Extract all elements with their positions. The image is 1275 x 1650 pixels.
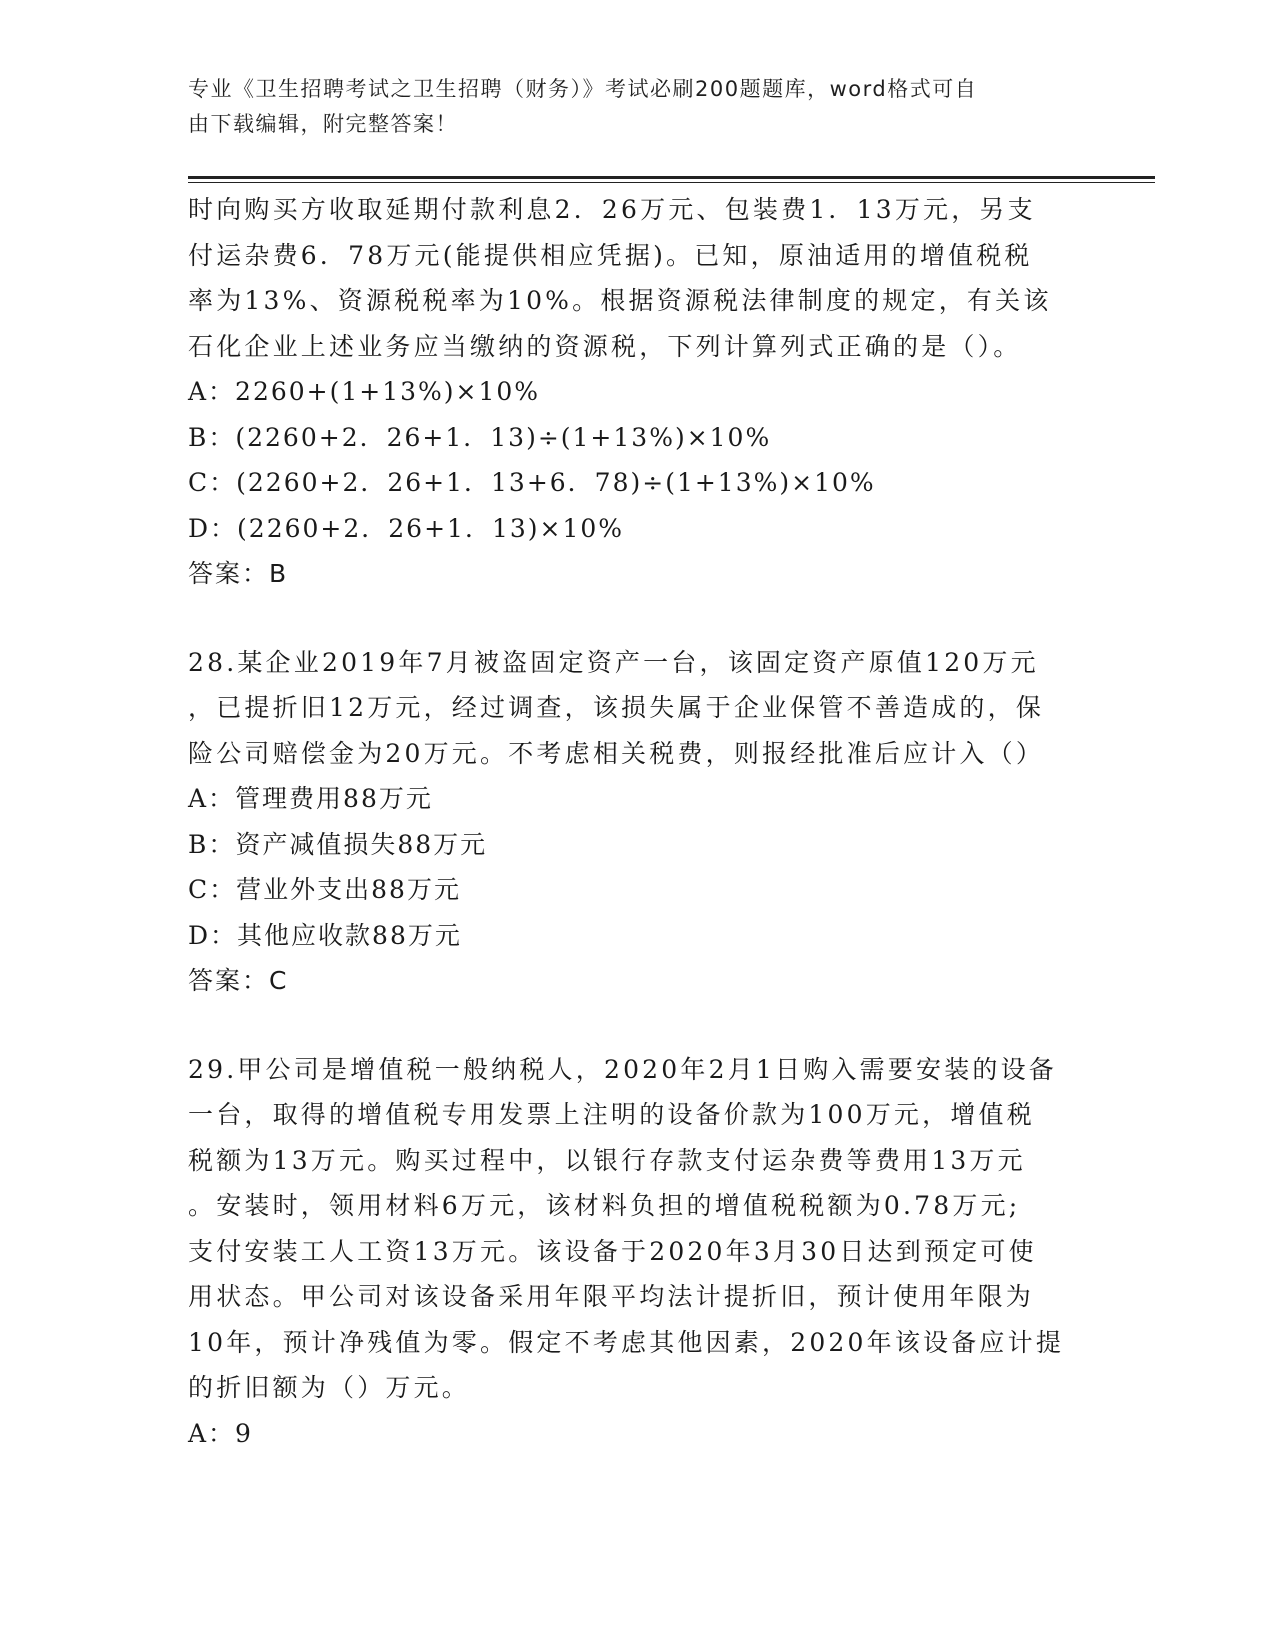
question-28-stem-line: 险公司赔偿金为20万元。不考虑相关税费，则报经批准后应计入（） [188, 738, 1045, 768]
question-29-stem-line: 的折旧额为（）万元。 [188, 1373, 471, 1402]
question-29-stem-line: 支付安装工人工资13万元。该设备于2020年3月30日达到预定可使 [188, 1236, 1037, 1266]
header-title-line-1: 专业《卫生招聘考试之卫生招聘（财务）》考试必刷200题题库，word格式可自 [188, 77, 978, 101]
question-27-stem-line: 率为13%、资源税税率为10%。根据资源税法律制度的规定，有关该 [188, 286, 1052, 315]
header-rule-thin [188, 182, 1155, 183]
question-29 [188, 1047, 1088, 1457]
header-rule-thick [188, 176, 1155, 179]
question-27-option-a: A：2260+(1+13%)×10% [188, 377, 541, 406]
question-28-stem-line: 28.某企业2019年7月被盗固定资产一台，该固定资产原值120万元 [188, 647, 1039, 677]
question-28-stem-line: ，已提折旧12万元，经过调查，该损失属于企业保管不善造成的，保 [188, 693, 1045, 722]
question-28 [188, 640, 1088, 1004]
question-28-option-c: C：营业外支出88万元 [188, 875, 461, 904]
question-27 [188, 187, 1088, 597]
question-29-stem-line: 29.甲公司是增值税一般纳税人，2020年2月1日购入需要安装的设备 [188, 1054, 1057, 1084]
question-29-option-a: A：9 [188, 1418, 253, 1448]
question-27-stem-line: 时向购买方收取延期付款利息2．26万元、包装费1．13万元，另支 [188, 195, 1036, 224]
question-27-option-b: B：(2260+2．26+1．13)÷(1+13%)×10% [188, 422, 772, 452]
question-29-stem-line: 一台，取得的增值税专用发票上注明的设备价款为100万元，增值税 [188, 1100, 1035, 1129]
question-29-stem-line: 。安装时，领用材料6万元，该材料负担的增值税税额为0.78万元; [188, 1191, 1021, 1220]
document-body [188, 187, 1088, 1456]
question-27-option-d: D：(2260+2．26+1．13)×10% [188, 513, 625, 543]
question-27-stem-line: 付运杂费6．78万元(能提供相应凭据)。已知，原油适用的增值税税 [188, 240, 1033, 270]
header-title-line-2: 由下载编辑，附完整答案！ [188, 112, 458, 136]
spacer [188, 597, 1088, 640]
question-28-option-b: B：资产减值损失88万元 [188, 829, 488, 859]
spacer [188, 1004, 1088, 1047]
question-29-stem-line: 税额为13万元。购买过程中，以银行存款支付运杂费等费用13万元 [188, 1145, 1026, 1175]
question-27-answer: 答案：B [188, 559, 289, 588]
question-28-answer: 答案：C [188, 966, 289, 995]
document-header [188, 72, 1068, 142]
question-27-stem-line: 石化企业上述业务应当缴纳的资源税，下列计算列式正确的是（）。 [188, 331, 1022, 361]
question-27-option-c: C：(2260+2．26+1．13+6．78)÷(1+13%)×10% [188, 468, 876, 497]
question-28-option-d: D：其他应收款88万元 [188, 920, 462, 950]
question-28-option-a: A：管理费用88万元 [188, 784, 433, 813]
question-29-stem-line: 10年，预计净残值为零。假定不考虑其他因素，2020年该设备应计提 [188, 1327, 1065, 1357]
question-29-stem-line: 用状态。甲公司对该设备采用年限平均法计提折旧，预计使用年限为 [188, 1282, 1035, 1311]
